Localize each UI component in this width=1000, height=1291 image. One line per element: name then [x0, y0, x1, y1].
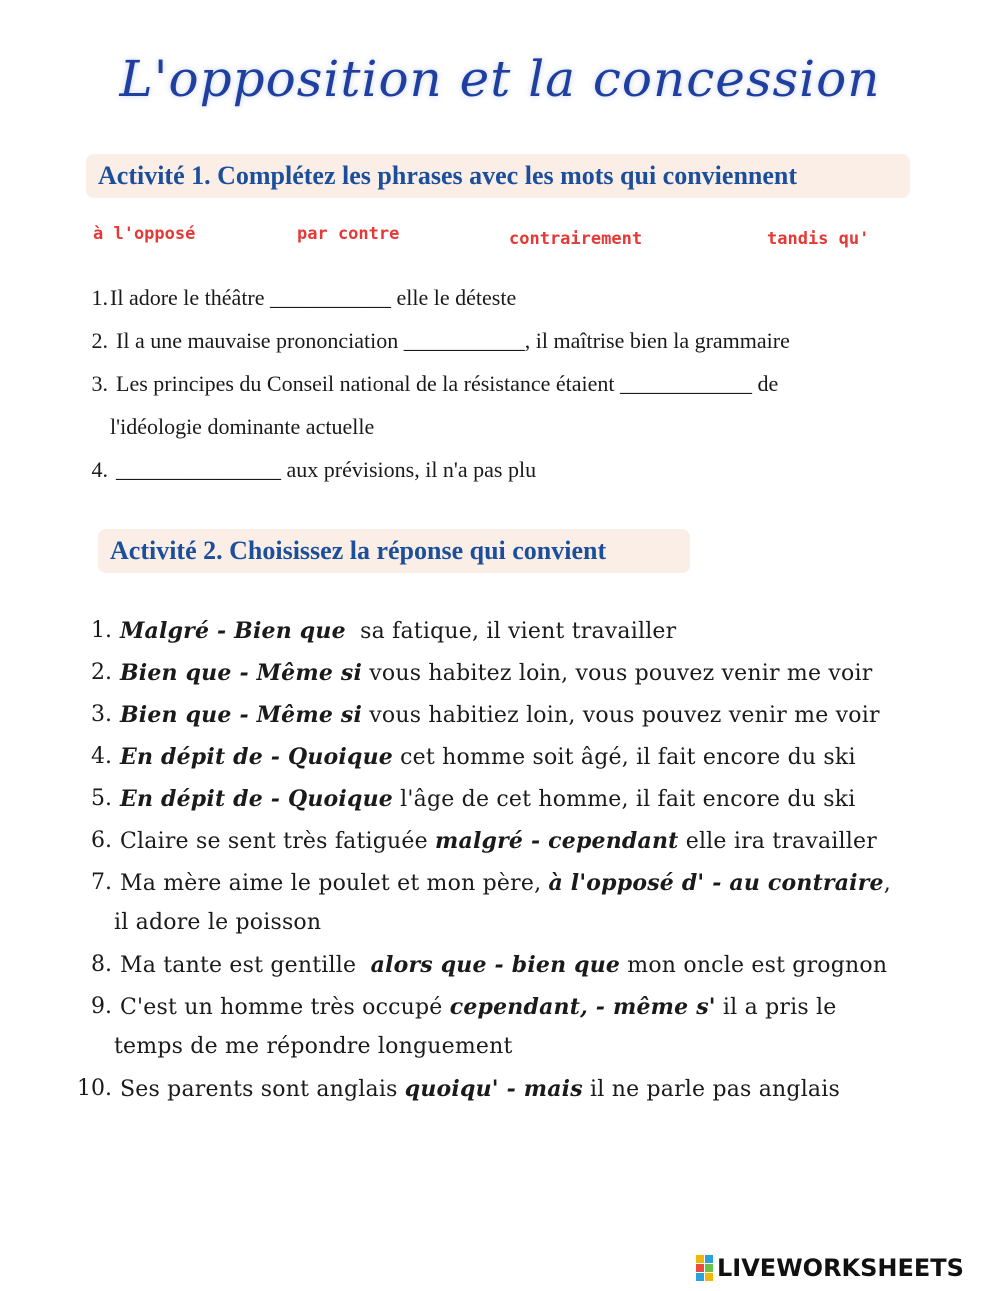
a1-item-text: Il a une mauvaise prononciation ___________, il maîtrise bien la grammaire [116, 328, 790, 353]
a1-item-number: 1. [91, 285, 108, 310]
a2-item-post: vous habitiez loin, vous pouvez venir me voir [362, 703, 880, 728]
page-title: L'opposition et la concession [119, 50, 881, 108]
a2-item-choice[interactable]: Bien que - Même si [120, 660, 363, 686]
a2-item-text [120, 870, 891, 896]
word-bank-item: à l'opposé [93, 224, 196, 244]
a2-item-post: mon oncle est grognon [620, 953, 888, 978]
liveworksheets-logo-icon [696, 1255, 713, 1281]
a2-item-text-continued: temps de me répondre longuement [114, 1034, 513, 1059]
a1-item-text: Les principes du Conseil national de la résistance étaient ____________ de [116, 371, 779, 396]
activity2-heading: Activité 2. Choisissez la réponse qui convient [98, 529, 690, 573]
a2-item-pre: Ma tante est gentille [120, 953, 371, 978]
a1-item-text: _______________ aux prévisions, il n'a pas plu [116, 457, 537, 482]
a2-item-post: sa fatique, il vient travailler [345, 619, 677, 644]
a2-item-number: 5. [91, 786, 112, 811]
a2-item-choice[interactable]: En dépit de - Quoique [120, 744, 393, 770]
a2-item-text [120, 618, 676, 644]
a2-item-text [120, 1076, 840, 1102]
a2-item-pre: C'est un homme très occupé [120, 995, 450, 1020]
a2-item-text [120, 994, 836, 1020]
a1-item-text: Il adore le théâtre ___________ elle le déteste [110, 285, 517, 310]
a2-item-choice[interactable]: En dépit de - Quoique [120, 786, 393, 812]
a2-item-post: elle ira travailler [678, 829, 877, 854]
a1-item-number: 3. [91, 371, 108, 396]
a2-item-number: 4. [91, 744, 112, 769]
a2-item-number: 8. [91, 952, 112, 977]
a1-item-number: 2. [91, 328, 108, 353]
a1-item-number: 4. [91, 457, 108, 482]
a2-item-post: il a pris le [715, 995, 837, 1020]
a2-item-choice[interactable]: Malgré - Bien que [120, 618, 346, 644]
a2-item-number: 9. [91, 994, 112, 1019]
a2-item-text [120, 744, 856, 770]
a2-item-pre: Ma mère aime le poulet et mon père, [120, 871, 549, 896]
a2-item-number: 2. [91, 660, 112, 685]
a2-item-choice[interactable]: cependant, - même s' [449, 994, 716, 1020]
a2-item-post: , [883, 871, 891, 896]
liveworksheets-logo-text: LIVEWORKSHEETS [717, 1254, 964, 1282]
a2-item-choice[interactable]: à l'opposé d' - au contraire [548, 870, 884, 896]
a1-item-text-continued: l'idéologie dominante actuelle [110, 414, 375, 439]
a2-item-number: 10. [77, 1076, 112, 1101]
a2-item-choice[interactable]: Bien que - Même si [120, 702, 363, 728]
a2-item-text [120, 702, 880, 728]
activity1-heading: Activité 1. Complétez les phrases avec les mots qui conviennent [86, 154, 910, 198]
a2-item-choice[interactable]: quoiqu' - mais [404, 1076, 583, 1102]
a2-item-number: 3. [91, 702, 112, 727]
word-bank-item: tandis qu' [767, 229, 870, 249]
a2-item-pre: Claire se sent très fatiguée [120, 829, 436, 854]
a2-item-post: il ne parle pas anglais [582, 1077, 840, 1102]
a2-item-post: l'âge de cet homme, il fait encore du ski [392, 787, 856, 812]
a2-item-text [120, 660, 872, 686]
word-bank-item: contrairement [509, 229, 643, 249]
a2-item-number: 6. [91, 828, 112, 853]
a2-item-choice[interactable]: malgré - cependant [435, 828, 679, 854]
liveworksheets-logo [696, 1254, 964, 1282]
a2-item-text [120, 952, 887, 978]
a2-item-number: 1. [91, 618, 112, 643]
a2-item-post: cet homme soit âgé, il fait encore du ski [392, 745, 856, 770]
a2-item-choice[interactable]: alors que - bien que [370, 952, 621, 978]
a2-item-text-continued: il adore le poisson [114, 910, 322, 935]
a2-item-text [120, 786, 855, 812]
a2-item-post: vous habitez loin, vous pouvez venir me voir [362, 661, 873, 686]
a2-item-pre: Ses parents sont anglais [120, 1077, 405, 1102]
word-bank-item: par contre [297, 224, 400, 244]
a2-item-number: 7. [91, 870, 112, 895]
a2-item-text [120, 828, 877, 854]
